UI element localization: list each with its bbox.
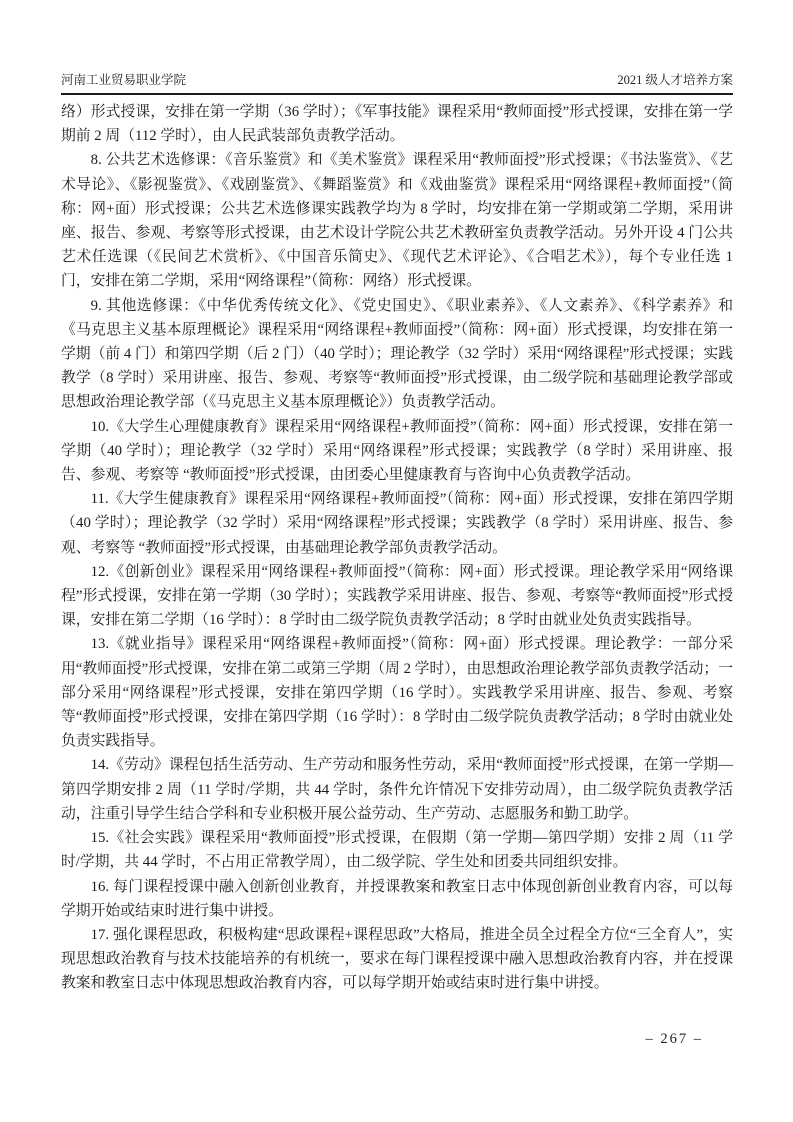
paragraph-item-10: 10.《大学生心理健康教育》课程采用“网络课程+教师面授”（简称：网+面）形式授课，安排在第一学期（40 学时）；理论教学（32 学时）采用“网络课程”形式授课；实践教学（8 学时）采用讲座、报告、参观、考察等 “教师面授”形式授课，由团委心里健康教育与咨询中心负责教学活动。 <box>61 418 733 484</box>
page-footer <box>646 1031 704 1048</box>
paragraph-item-17: 17. 强化课程思政，积极构建“思政课程+课程思政”大格局，推进全员全过程全方位“三全育人”，实现思想政治教育与技术技能培养的有机统一，要求在每门课程授课中融入思想政治教育内容，并在授课教案和教室日志中体现思想政治教育内容，可以每学期开始或结束时进行集中讲授。 <box>61 926 733 992</box>
paragraph-item-9: 9. 其他选修课：《中华优秀传统文化》、《党史国史》、《职业素养》、《人文素养》、《科学素养》和《马克思主义基本原理概论》课程采用“网络课程+教师面授”（简称：网+面）形式授课，均安排在第一学期（前 4 门）和第四学期（后 2 门）（40 学时）；理论教学（32 学时）采用“网络课程”形式授课；实践教学（8 学时）采用讲座、报告、参观、考察等“教师面授”形式授课，由二级学院和基础理论教学部或思想政治理论教学部（《马克思主义基本原理概论》）负责教学活动。 <box>61 297 733 411</box>
header-school-name: 河南工业贸易职业学院 <box>61 73 187 87</box>
page-header <box>61 70 733 95</box>
paragraph-item-8: 8. 公共艺术选修课：《音乐鉴赏》和《美术鉴赏》课程采用“教师面授”形式授课；《书法鉴赏》、《艺术导论》、《影视鉴赏》、《戏剧鉴赏》、《舞蹈鉴赏》和《戏曲鉴赏》课程采用“网络课程+教师面授”（简称：网+面）形式授课；公共艺术选修课实践教学均为 8 学时，均安排在第一学期或第二学期，采用讲座、报告、参观、考察等形式授课，由艺术设计学院公共艺术教研室负责教学活动。另外开设 4 门公共艺术任选课（《民间艺术赏析》、《中国音乐简史》、《现代艺术评论》、《合唱艺术》），每个专业任选 1 门，安排在第二学期，采用“网络课程”（简称：网络）形式授课。 <box>61 152 733 290</box>
document-body <box>61 100 733 996</box>
paragraph-continuation: 络）形式授课，安排在第一学期（36 学时）；《军事技能》课程采用“教师面授”形式授课，安排在第一学期前 2 周（112 学时），由人民武装部负责教学活动。 <box>61 104 733 145</box>
page-number: – 267 – <box>645 1031 703 1047</box>
paragraph-item-11: 11.《大学生健康教育》课程采用“网络课程+教师面授”（简称：网+面）形式授课，安排在第四学期（40 学时）；理论教学（32 学时）采用“网络课程”形式授课；实践教学（8 学时）采用讲座、报告、参观、考察等 “教师面授”形式授课，由基础理论教学部负责教学活动。 <box>61 491 733 556</box>
paragraph-item-14: 14.《劳动》课程包括生活劳动、生产劳动和服务性劳动，采用“教师面授”形式授课，在第一学期—第四学期安排 2 周（11 学时/学期，共 44 学时，条件允许情况下安排劳动周），由二级学院负责教学活动，注重引导学生结合学科和专业积极开展公益劳动、生产劳动、志愿服务和勤工助学。 <box>61 757 733 822</box>
paragraph-item-13: 13.《就业指导》课程采用“网络课程+教师面授”（简称：网+面）形式授课。理论教学：一部分采用“教师面授”形式授课，安排在第二或第三学期（周 2 学时），由思想政治理论教学部负责教学活动；一部分采用“网络课程”形式授课，安排在第四学期（16 学时）。实践教学采用讲座、报告、参观、考察等“教师面授”形式授课，安排在第四学期（16 学时）：8 学时由二级学院负责教学活动；8 学时由就业处负责实践指导。 <box>61 636 733 750</box>
paragraph-item-12: 12.《创新创业》课程采用“网络课程+教师面授”（简称：网+面）形式授课。理论教学采用“网络课程”形式授课，安排在第一学期（30 学时）；实践教学采用讲座、报告、参观、考察等“教师面授”形式授课，安排在第二学期（16 学时）：8 学时由二级学院负责教学活动；8 学时由就业处负责实践指导。 <box>61 563 733 629</box>
paragraph-item-16: 16. 每门课程授课中融入创新创业教育，并授课教案和教室日志中体现创新创业教育内容，可以每学期开始或结束时进行集中讲授。 <box>61 878 733 919</box>
paragraph-item-15: 15.《社会实践》课程采用“教师面授”形式授课，在假期（第一学期—第四学期）安排 2 周（11 学时/学期，共 44 学时，不占用正常教学周），由二级学院、学生处和团委共同组织安排。 <box>61 830 733 871</box>
header-plan-title: 2021 级人才培养方案 <box>617 73 733 87</box>
